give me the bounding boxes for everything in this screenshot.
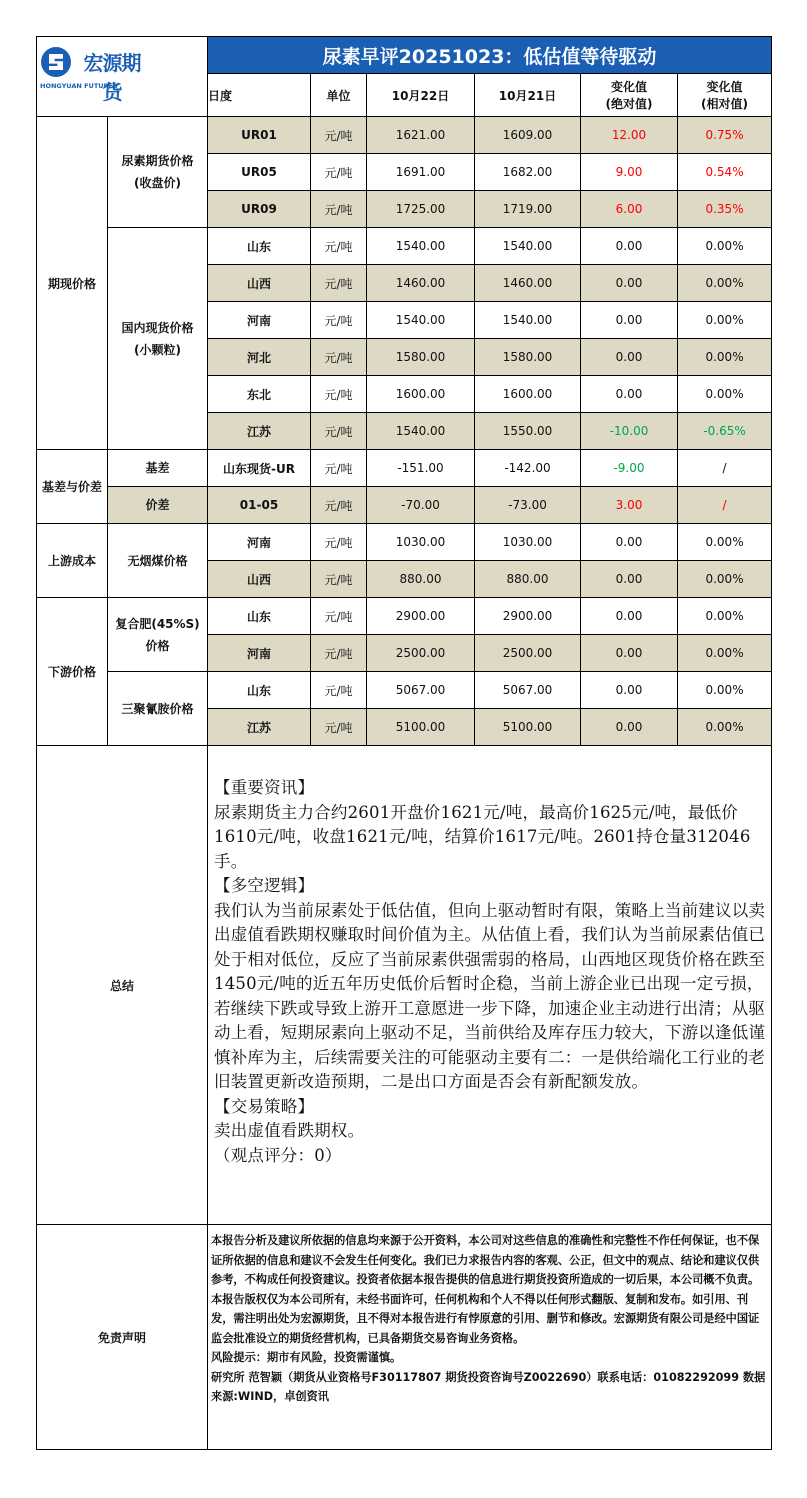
report-title: 尿素早评20251023：低估值等待驱动 bbox=[208, 37, 772, 74]
subgroup-futures bbox=[108, 117, 208, 228]
subgroup-domestic bbox=[108, 228, 208, 450]
row-change-abs: 0.00 bbox=[581, 302, 678, 339]
row-unit: 元/吨 bbox=[311, 339, 367, 376]
table-row bbox=[37, 487, 772, 524]
logo-en-text: HONGYUAN FUTURES bbox=[40, 82, 118, 90]
row-unit: 元/吨 bbox=[311, 450, 367, 487]
row-item: 山西 bbox=[208, 561, 311, 598]
subgroup-basis: 基差 bbox=[108, 450, 208, 487]
disclaimer-text bbox=[208, 1225, 772, 1450]
row-change-rel: 0.00% bbox=[678, 635, 772, 672]
row-item: UR05 bbox=[208, 154, 311, 191]
subgroup-coal: 无烟煤价格 bbox=[108, 524, 208, 598]
row-value-1: 1540.00 bbox=[367, 228, 475, 265]
row-unit: 元/吨 bbox=[311, 302, 367, 339]
row-value-1: 1580.00 bbox=[367, 339, 475, 376]
row-value-2: 1580.00 bbox=[475, 339, 581, 376]
subgroup-domestic-line1: 国内现货价格 bbox=[121, 320, 194, 335]
row-item: 01-05 bbox=[208, 487, 311, 524]
summary-text bbox=[208, 746, 772, 1225]
row-item: 山东 bbox=[208, 672, 311, 709]
row-value-1: 5100.00 bbox=[367, 709, 475, 746]
header-change-abs-line1: 变化值 bbox=[610, 80, 647, 94]
row-value-2: -73.00 bbox=[475, 487, 581, 524]
row-value-2: 5067.00 bbox=[475, 672, 581, 709]
row-item: UR09 bbox=[208, 191, 311, 228]
summary-score: （观点评分：0） bbox=[214, 1145, 342, 1165]
subgroup-futures-line2: (收盘价) bbox=[134, 176, 181, 190]
row-value-2: -142.00 bbox=[475, 450, 581, 487]
row-unit: 元/吨 bbox=[311, 191, 367, 228]
row-change-rel: 0.35% bbox=[678, 191, 772, 228]
row-value-2: 2500.00 bbox=[475, 635, 581, 672]
row-change-rel: 0.00% bbox=[678, 672, 772, 709]
summary-heading-strategy: 【交易策略】 bbox=[214, 1096, 315, 1116]
row-value-1: 880.00 bbox=[367, 561, 475, 598]
row-value-2: 1030.00 bbox=[475, 524, 581, 561]
row-unit: 元/吨 bbox=[311, 635, 367, 672]
row-item: UR01 bbox=[208, 117, 311, 154]
row-value-1: 1540.00 bbox=[367, 413, 475, 450]
row-item: 河北 bbox=[208, 339, 311, 376]
row-change-rel: / bbox=[678, 450, 772, 487]
disclaimer-body: 本报告分析及建议所依据的信息均来源于公开资料，本公司对这些信息的准确性和完整性不作任何保证，也不保证所依据的信息和建议不会发生任何变化。我们已力求报告内容的客观、公正，但文中的观点、结论和建议仅供参考，不构成任何投资建议。投资者依据本报告提供的信息进行期货投资所造成的一切后果，本公司概不负责。本报告版权仅为本公司所有，未经书面许可，任何机构和个人不得以任何形式翻版、复制和发布。如引用、刊发，需注明出处为宏源期货，且不得对本报告进行有悖原意的引用、删节和修改。宏源期货有限公司是经中国证监会批准设立的期货经营机构，已具备期货交易咨询业务资格。 bbox=[211, 1234, 760, 1345]
row-unit: 元/吨 bbox=[311, 413, 367, 450]
row-change-abs: 0.00 bbox=[581, 598, 678, 635]
row-value-1: 1691.00 bbox=[367, 154, 475, 191]
row-unit: 元/吨 bbox=[311, 228, 367, 265]
group-basis: 基差与价差 bbox=[37, 450, 108, 524]
row-unit: 元/吨 bbox=[311, 709, 367, 746]
row-change-rel: 0.00% bbox=[678, 302, 772, 339]
row-change-abs: -9.00 bbox=[581, 450, 678, 487]
row-value-1: 1460.00 bbox=[367, 265, 475, 302]
row-item: 山东现货-UR bbox=[208, 450, 311, 487]
row-value-1: 2500.00 bbox=[367, 635, 475, 672]
report-sheet bbox=[36, 36, 771, 1450]
summary-strategy-text: 卖出虚值看跌期权。 bbox=[214, 1121, 365, 1140]
row-value-1: -151.00 bbox=[367, 450, 475, 487]
header-change-abs-line2: (绝对值) bbox=[605, 97, 653, 111]
table-row bbox=[37, 524, 772, 561]
row-change-abs: 3.00 bbox=[581, 487, 678, 524]
subgroup-melamine: 三聚氰胺价格 bbox=[108, 672, 208, 746]
row-value-1: 1540.00 bbox=[367, 302, 475, 339]
row-item: 山东 bbox=[208, 228, 311, 265]
header-unit: 单位 bbox=[311, 74, 367, 117]
row-change-rel: 0.00% bbox=[678, 339, 772, 376]
row-value-2: 1550.00 bbox=[475, 413, 581, 450]
header-date-1: 10月22日 bbox=[367, 74, 475, 117]
row-change-abs: 12.00 bbox=[581, 117, 678, 154]
row-change-abs: 0.00 bbox=[581, 228, 678, 265]
header-date-2: 10月21日 bbox=[475, 74, 581, 117]
row-unit: 元/吨 bbox=[311, 524, 367, 561]
row-item: 东北 bbox=[208, 376, 311, 413]
row-value-1: 1725.00 bbox=[367, 191, 475, 228]
group-upstream: 上游成本 bbox=[37, 524, 108, 598]
header-change-abs bbox=[581, 74, 678, 117]
group-downstream: 下游价格 bbox=[37, 598, 108, 746]
row-item: 河南 bbox=[208, 302, 311, 339]
row-change-abs: 0.00 bbox=[581, 635, 678, 672]
row-unit: 元/吨 bbox=[311, 672, 367, 709]
row-change-abs: 0.00 bbox=[581, 265, 678, 302]
subgroup-compound bbox=[108, 598, 208, 672]
row-value-2: 1682.00 bbox=[475, 154, 581, 191]
row-unit: 元/吨 bbox=[311, 376, 367, 413]
row-value-2: 880.00 bbox=[475, 561, 581, 598]
row-value-2: 1600.00 bbox=[475, 376, 581, 413]
row-value-1: -70.00 bbox=[367, 487, 475, 524]
row-unit: 元/吨 bbox=[311, 598, 367, 635]
header-change-rel-line1: 变化值 bbox=[706, 80, 743, 94]
subgroup-futures-line1: 尿素期货价格 bbox=[121, 154, 194, 168]
table-row bbox=[37, 228, 772, 265]
disclaimer-label: 免责声明 bbox=[37, 1225, 208, 1450]
table-row bbox=[37, 598, 772, 635]
row-item: 江苏 bbox=[208, 413, 311, 450]
row-value-2: 5100.00 bbox=[475, 709, 581, 746]
data-table bbox=[36, 36, 772, 1450]
company-logo bbox=[39, 41, 149, 107]
subgroup-domestic-line2: (小颗粒) bbox=[134, 342, 181, 357]
subgroup-spread: 价差 bbox=[108, 487, 208, 524]
summary-news-text: 尿素期货主力合约2601开盘价1621元/吨，最高价1625元/吨，最低价1610元/吨，收盘1621元/吨，结算价1617元/吨。2601持仓量312046手。 bbox=[214, 802, 751, 871]
table-row bbox=[37, 450, 772, 487]
header-date-label: 日度 bbox=[208, 74, 311, 117]
row-change-abs: 6.00 bbox=[581, 191, 678, 228]
row-change-abs: 0.00 bbox=[581, 561, 678, 598]
row-change-rel: 0.00% bbox=[678, 709, 772, 746]
row-change-abs: -10.00 bbox=[581, 413, 678, 450]
header-change-rel bbox=[678, 74, 772, 117]
row-value-2: 1540.00 bbox=[475, 228, 581, 265]
row-item: 河南 bbox=[208, 635, 311, 672]
row-change-abs: 9.00 bbox=[581, 154, 678, 191]
row-value-2: 2900.00 bbox=[475, 598, 581, 635]
row-item: 山西 bbox=[208, 265, 311, 302]
row-change-rel: 0.00% bbox=[678, 228, 772, 265]
row-change-rel: / bbox=[678, 487, 772, 524]
row-unit: 元/吨 bbox=[311, 561, 367, 598]
row-unit: 元/吨 bbox=[311, 117, 367, 154]
row-change-abs: 0.00 bbox=[581, 709, 678, 746]
disclaimer-risk: 风险提示：期市有风险，投资需谨慎。 bbox=[211, 1351, 402, 1364]
table-row bbox=[37, 672, 772, 709]
row-change-rel: 0.75% bbox=[678, 117, 772, 154]
summary-heading-logic: 【多空逻辑】 bbox=[214, 876, 315, 895]
row-value-1: 1621.00 bbox=[367, 117, 475, 154]
row-change-rel: 0.54% bbox=[678, 154, 772, 191]
summary-row bbox=[37, 746, 772, 1225]
summary-logic-text: 我们认为当前尿素处于低估值，但向上驱动暂时有限，策略上当前建议以卖出虚值看跌期权赚取时间价值为主。从估值上看，我们认为当前尿素估值已处于相对低位，反应了当前尿素供强需弱的格局，山西地区现货价格在跌至1450元/吨的近五年历史低价后暂时企稳，当前上游企业已出现一定亏损，若继续下跌或导致上游开工意愿进一步下降，加速企业主动进行出清；从驱动上看，短期尿素向上驱动不足，当前供给及库存压力较大，下游以逢低谨慎补库为主，后续需要关注的可能驱动主要有二：一是供给端化工行业的老旧装置更新改造预期，二是出口方面是否会有新配额发放。 bbox=[214, 900, 766, 1091]
row-change-rel: 0.00% bbox=[678, 598, 772, 635]
row-change-abs: 0.00 bbox=[581, 524, 678, 561]
logo-cell bbox=[37, 37, 208, 117]
row-item: 江苏 bbox=[208, 709, 311, 746]
row-change-abs: 0.00 bbox=[581, 672, 678, 709]
summary-label: 总结 bbox=[37, 746, 208, 1225]
logo-mark-icon bbox=[41, 47, 71, 77]
row-item: 山东 bbox=[208, 598, 311, 635]
header-change-rel-line2: (相对值) bbox=[701, 97, 749, 111]
row-value-1: 1030.00 bbox=[367, 524, 475, 561]
row-change-rel: 0.00% bbox=[678, 265, 772, 302]
table-row bbox=[37, 117, 772, 154]
row-value-2: 1609.00 bbox=[475, 117, 581, 154]
summary-heading-news: 【重要资讯】 bbox=[214, 778, 315, 797]
disclaimer-row bbox=[37, 1225, 772, 1450]
row-value-1: 1600.00 bbox=[367, 376, 475, 413]
row-value-1: 2900.00 bbox=[367, 598, 475, 635]
row-value-1: 5067.00 bbox=[367, 672, 475, 709]
subgroup-compound-line1: 复合肥(45%S) bbox=[115, 616, 200, 631]
row-change-rel: 0.00% bbox=[678, 561, 772, 598]
row-change-rel: 0.00% bbox=[678, 524, 772, 561]
row-change-abs: 0.00 bbox=[581, 339, 678, 376]
row-change-rel: -0.65% bbox=[678, 413, 772, 450]
row-value-2: 1719.00 bbox=[475, 191, 581, 228]
subgroup-compound-line2: 价格 bbox=[145, 638, 170, 653]
logo-cn-text: 宏源期货 bbox=[83, 51, 141, 104]
row-item: 河南 bbox=[208, 524, 311, 561]
row-value-2: 1540.00 bbox=[475, 302, 581, 339]
row-unit: 元/吨 bbox=[311, 154, 367, 191]
row-change-rel: 0.00% bbox=[678, 376, 772, 413]
disclaimer-contact: 研究所 范智颖（期货从业资格号F30117807 期货投资咨询号Z0022690）联系电话：01082292099 数据来源:WIND，卓创资讯 bbox=[211, 1370, 766, 1403]
group-spot: 期现价格 bbox=[37, 117, 108, 450]
row-unit: 元/吨 bbox=[311, 487, 367, 524]
row-change-abs: 0.00 bbox=[581, 376, 678, 413]
row-unit: 元/吨 bbox=[311, 265, 367, 302]
row-value-2: 1460.00 bbox=[475, 265, 581, 302]
